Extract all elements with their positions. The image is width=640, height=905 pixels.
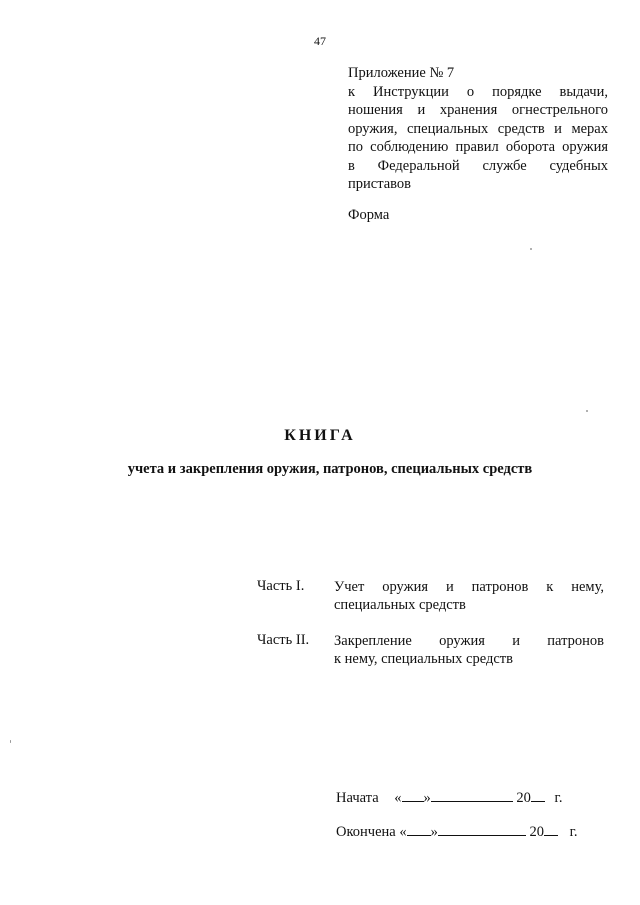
ended-year-blank[interactable] <box>544 822 558 836</box>
ended-open-quote: « <box>399 824 407 840</box>
book-subtitle: учета и закрепления оружия, патронов, специальных средств <box>127 461 533 477</box>
ended-close-quote: » <box>430 824 438 840</box>
appendix-line: к Инструкции о порядке выдачи, <box>348 83 608 100</box>
appendix-line: Приложение № 7 <box>348 65 455 81</box>
started-day-blank[interactable] <box>402 788 424 802</box>
started-month-blank[interactable] <box>431 788 513 802</box>
ended-label: Окончена <box>336 824 396 840</box>
started-date-row <box>336 788 562 807</box>
appendix-line: ношения и хранения огнестрельного <box>348 102 608 118</box>
started-open-quote: « <box>394 790 402 806</box>
part-1-line: Учет оружия и патронов к нему, <box>334 579 604 595</box>
scan-speck <box>586 410 588 412</box>
appendix-line: по соблюдению правил оборота оружия <box>348 139 608 155</box>
part-1-label: Часть I. <box>257 578 305 594</box>
scan-speck <box>10 740 11 743</box>
started-year-prefix: 20 <box>516 790 531 806</box>
ended-day-blank[interactable] <box>407 822 431 836</box>
part-2-line: Закрепление оружия и патронов <box>334 633 604 649</box>
ended-date-row <box>336 822 578 841</box>
book-title: КНИГА <box>284 427 356 444</box>
part-2-text <box>334 632 604 668</box>
ended-year-prefix: 20 <box>529 824 544 840</box>
ended-month-blank[interactable] <box>438 822 526 836</box>
started-label: Начата <box>336 790 379 806</box>
ended-year-suffix: г. <box>569 824 578 840</box>
page-number: 47 <box>314 34 326 48</box>
part-1-text <box>334 578 604 614</box>
part-2-line: к нему, специальных средств <box>334 651 513 667</box>
started-close-quote: » <box>423 790 431 806</box>
appendix-line: в Федеральной службе судебных <box>348 157 608 174</box>
started-year-blank[interactable] <box>531 788 545 802</box>
part-2-label: Часть II. <box>257 632 310 648</box>
form-label: Форма <box>348 207 390 223</box>
appendix-header <box>348 64 608 194</box>
scan-speck <box>530 248 532 250</box>
started-year-suffix: г. <box>554 790 563 806</box>
part-1-line: специальных средств <box>334 597 466 613</box>
appendix-line: оружия, специальных средств и мерах <box>348 120 608 137</box>
appendix-line: приставов <box>348 176 411 192</box>
